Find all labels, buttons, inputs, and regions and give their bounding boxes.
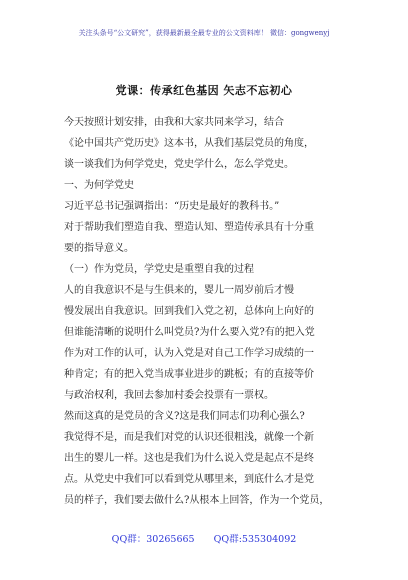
body-line: 员的样子，我们要去做什么?从根本上回答，作为一个党员，: [64, 495, 330, 506]
body-line: 《论中国共产党历史》这本书，从我们基层党员的角度，: [64, 138, 314, 149]
body-line: 但谁能清晰的说明什么叫党员?为什么要入党?有的把入党: [64, 327, 315, 338]
body-line: 种肯定；有的把入党当成事业进步的跳板；有的直接等价: [64, 369, 314, 380]
body-line: 习近平总书记强调指出：“历史是最好的教科书。”: [64, 201, 280, 212]
body-line: 点。从党史中我们可以看到党从哪里来，到底什么才是党: [64, 474, 314, 485]
body-line: 作为对工作的认可，认为入党是对自己工作学习成绩的一: [64, 348, 314, 359]
body-line: 我觉得不是，而是我们对党的认识还很粗浅，就像一个新: [64, 432, 314, 443]
section-heading: 一、为何学党史: [64, 180, 134, 191]
body-line: 要的指导意义。: [64, 243, 134, 254]
body-line: 谈一谈我们为何学党史，党史学什么，怎么学党史。: [64, 159, 294, 170]
body-line: 出生的婴儿一样。这也是我们为什么说入党是起点不是终: [64, 453, 314, 464]
body-line: 然而这真的是党员的含义?这是我们同志们功利心强么?: [64, 411, 305, 422]
body-line: 人的自我意识不是与生俱来的，婴儿一周岁前后才慢: [64, 285, 294, 296]
header-promo-text[interactable]: 关注头条号“公文研究”，获得最新最全最专业的公文资料库！ 微信：gongwenyj: [78, 29, 330, 37]
footer-contact: [0, 531, 408, 545]
document-body: [64, 112, 348, 511]
document-title: 党课：传承红色基因 矢志不忘初心: [115, 84, 293, 97]
body-line: 与政治权利，我回去参加村委会投票有一票权。: [64, 390, 274, 401]
body-line: 今天按照计划安排，由我和大家共同来学习，结合: [64, 117, 284, 128]
body-line: 慢发展出自我意识。回到我们入党之初，总体向上向好的: [64, 306, 314, 317]
footer-qq-group-2: QQ群:535304092: [213, 534, 297, 545]
body-line: 对于帮助我们塑造自我、塑造认知、塑造传承具有十分重: [64, 222, 314, 233]
footer-qq-group-1: QQ群：30265665: [111, 534, 195, 545]
subsection-heading: （一）作为党员，学党史是重塑自我的过程: [64, 264, 254, 275]
